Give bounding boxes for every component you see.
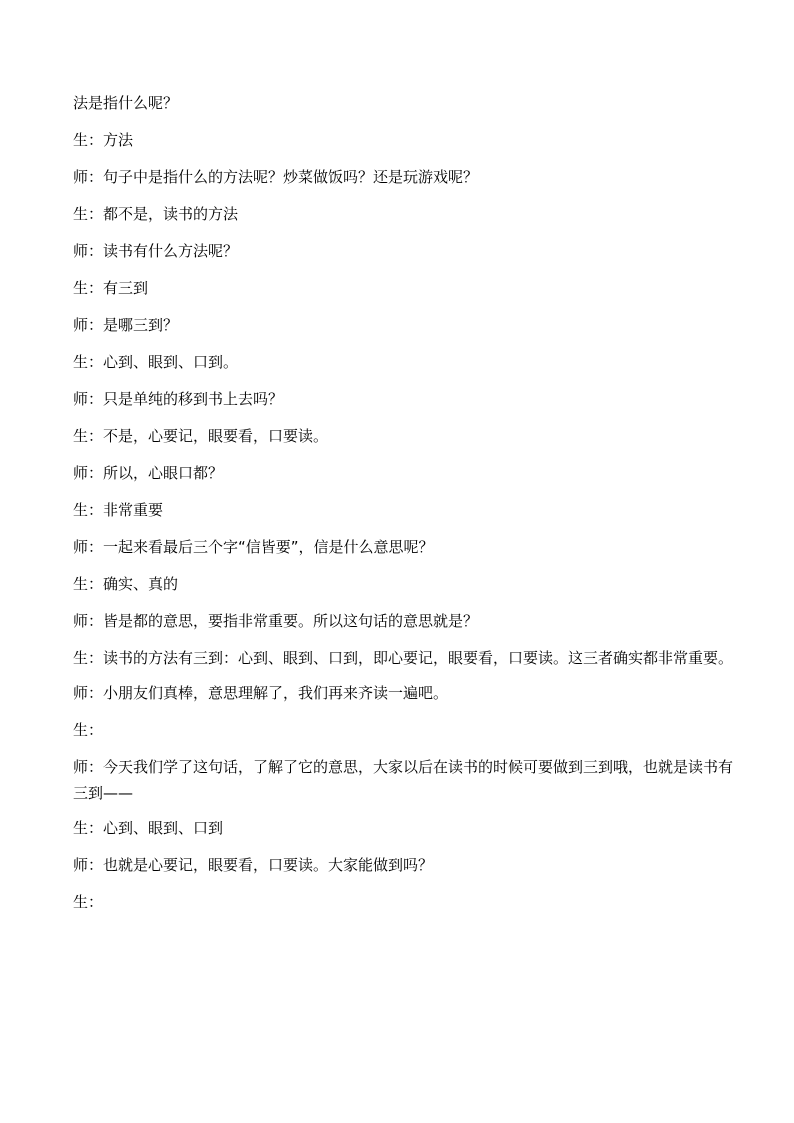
document-body: [73, 90, 733, 926]
paragraph: 生：方法: [73, 131, 134, 149]
paragraph: 师：皆是都的意思，要指非常重要。所以这句话的意思就是？: [73, 612, 479, 630]
paragraph: 生：非常重要: [73, 501, 164, 519]
paragraph: 师：今天我们学了这句话，了解了它的意思，大家以后在读书的时候可要做到三到哦，也就是读书有三到——: [73, 758, 734, 802]
paragraph: 生：确实、真的: [73, 575, 179, 593]
paragraph: 生：: [73, 721, 104, 739]
paragraph: 生：心到、眼到、口到。: [73, 353, 239, 371]
paragraph: 生：有三到: [73, 279, 149, 297]
paragraph: 生：都不是，读书的方法: [73, 205, 239, 223]
paragraph: 师：小朋友们真棒，意思理解了，我们再来齐读一遍吧。: [73, 684, 449, 702]
paragraph: 师：只是单纯的移到书上去吗？: [73, 390, 284, 408]
paragraph: 生：读书的方法有三到：心到、眼到、口到，即心要记，眼要看，口要读。这三者确实都非常重要。: [73, 649, 734, 667]
paragraph: 生：心到、眼到、口到: [73, 819, 224, 837]
paragraph: 生：不是，心要记，眼要看，口要读。: [73, 427, 329, 445]
paragraph: 师：句子中是指什么的方法呢？炒菜做饭吗？还是玩游戏呢？: [73, 168, 479, 186]
paragraph: 生：: [73, 893, 104, 911]
paragraph: 师：读书有什么方法呢？: [73, 242, 239, 260]
paragraph: 法是指什么呢？: [73, 94, 179, 112]
paragraph: 师：所以，心眼口都？: [73, 464, 224, 482]
paragraph: 师：是哪三到？: [73, 316, 179, 334]
paragraph: 师：也就是心要记，眼要看，口要读。大家能做到吗？: [73, 856, 434, 874]
paragraph: 师：一起来看最后三个字“信皆要”，信是什么意思呢？: [73, 538, 434, 556]
